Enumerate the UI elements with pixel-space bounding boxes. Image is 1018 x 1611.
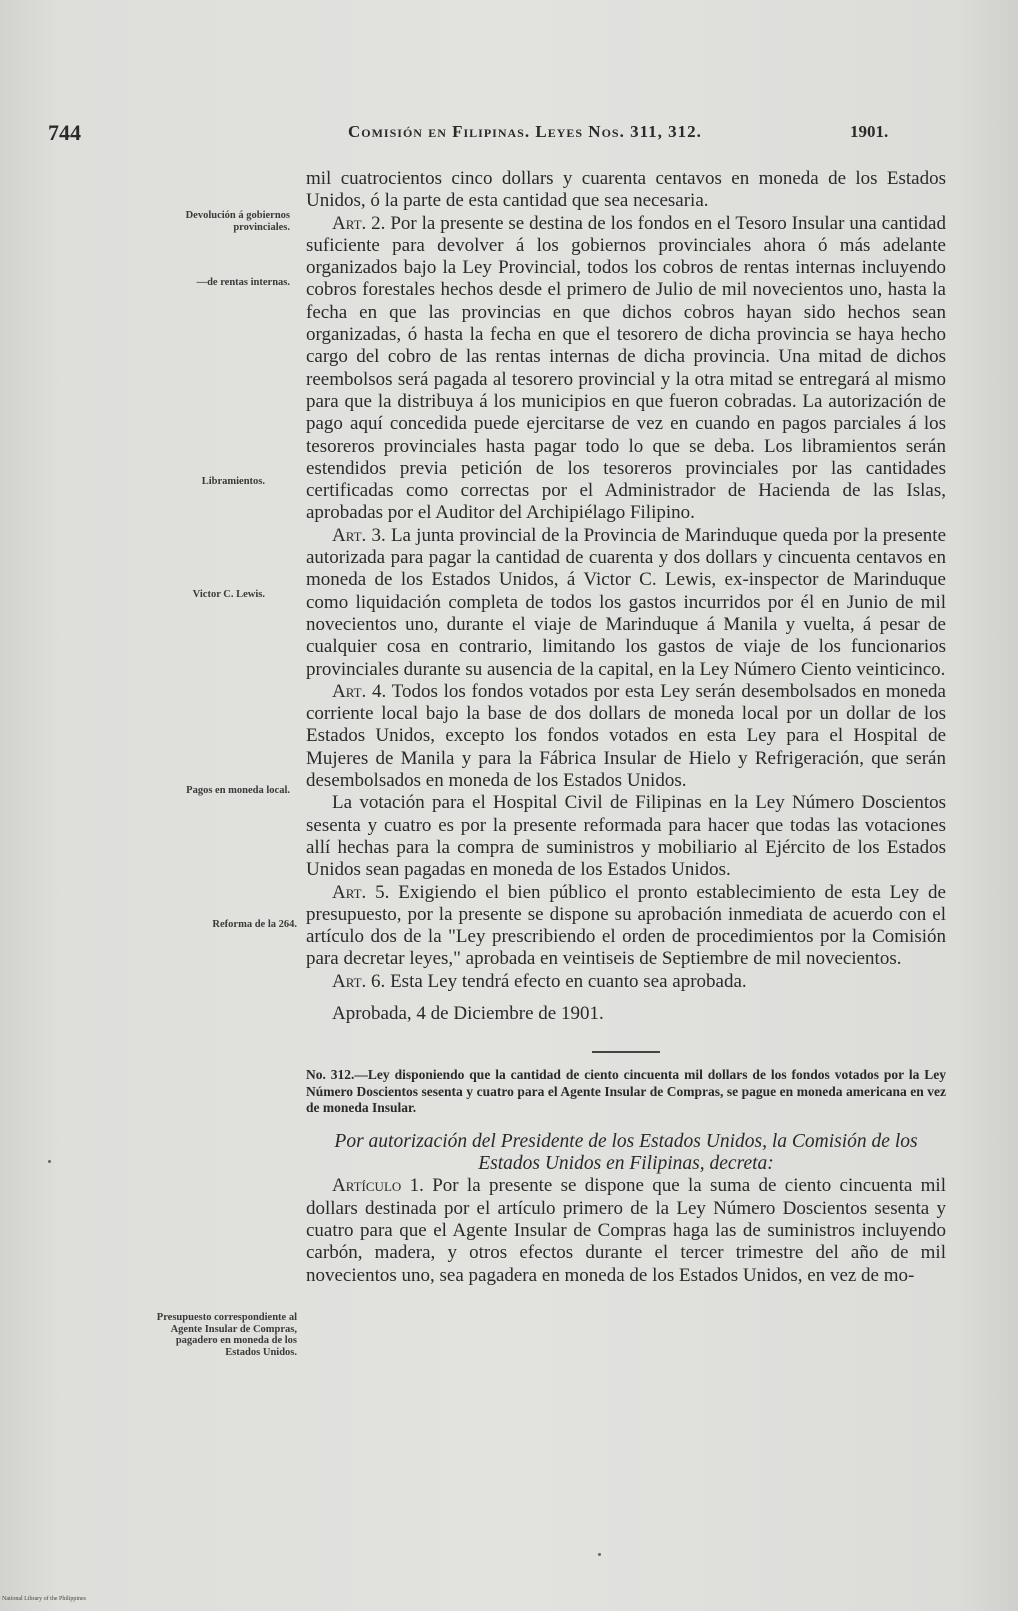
speck — [48, 1160, 51, 1163]
running-title: Comisión en Filipinas. Leyes Nos. 311, 312. — [348, 122, 702, 141]
approval-date: Aprobada, 4 de Diciembre de 1901. — [332, 1002, 604, 1024]
speck — [598, 1553, 601, 1556]
margin-note-presupuesto: Presupuesto correspondiente al Agente Insular de Compras, pagadero en moneda de los Estados Unidos. — [156, 1312, 297, 1358]
section-divider — [592, 1051, 660, 1053]
enacting-clause: Por autorización del Presidente de los Estados Unidos, la Comisión de los Estados Unidos en Filipinas, decreta: — [334, 1130, 918, 1175]
paragraph-art-3: Art. 3. La junta provincial de la Provincia de Marinduque queda por la presente autorizada para pagar la cantidad de cuarenta y dos dollars y cincuenta centavos en moneda de los Estados Unidos, á Victor C. Lewis, ex-inspector de Marinduque como liquidación completa de todos los gastos incurridos por él en Junio de mil novecientos uno, durante el viaje de Marinduque á Manila y vuelta, á pesar de cualquier cosa en contrario, limitando los gastos de viaje de los funcionarios provinciales durante su ausencia de la capital, en la Ley Número Ciento veinticinco. — [306, 524, 946, 680]
margin-note-pagos: Pagos en moneda local. — [186, 785, 290, 796]
paragraph-continuation: mil cuatrocientos cinco dollars y cuarenta centavos en moneda de los Estados Unidos, ó la parte de esta cantidad que sea necesaria. — [306, 168, 946, 212]
paragraph-art-2: Art. 2. Por la presente se destina de los fondos en el Tesoro Insular una cantidad suficiente para devolver á los gobiernos provinciales ahora ó más adelante organizados bajo la Ley Provincial, todos los cobros de rentas internas incluyendo cobros forestales hechos desde el primero de Julio de mil novecientos uno, hasta la fecha en que las provincias en que dichos cobros hayan sido hechos sean organizadas, ó hasta la fecha en que el tesorero de dicha provincia se haya hecho cargo del cobro de las rentas internas de dicha provincia. Una mitad de dichos reembolsos será pagada al tesorero provincial y la otra mitad se entregará al mismo para que la distribuya á los municipios en que fueron cobradas. La autorización de pago aquí concedida puede ejercitarse de vez en cuando en pagos parciales á los tesoreros provinciales hasta pagar todo lo que se deba. Los libramientos serán estendidos previa petición de los tesoreros provinciales por las cantidades certificadas como correctas por el Administrador de Hacienda de las Islas, aprobadas por el Auditor del Archipiélago Filipino. — [306, 212, 946, 524]
margin-note-lewis: Victor C. Lewis. — [192, 589, 265, 600]
paragraph-art-6: Art. 6. Esta Ley tendrá efecto en cuanto sea aprobada. — [332, 970, 747, 992]
margin-note-libramientos: Libramientos. — [201, 476, 265, 487]
body-text — [306, 168, 946, 1287]
running-year: 1901. — [850, 122, 889, 141]
paragraph-art-5: Art. 5. Exigiendo el bien público el pronto establecimiento de esta Ley de presupuesto, por la presente se dispone su aprobación inmediata de acuerdo con el artículo dos de la "Ley prescribiendo el orden de procedimientos por la Comisión para decretar leyes," aprobada en veintiseis de Septiembre de mil novecientos. — [306, 881, 946, 970]
scan-footer: National Library of the Philippines — [2, 1596, 86, 1602]
page-header — [48, 120, 908, 150]
paragraph-art-1: Artículo 1. Por la presente se dispone que la suma de ciento cincuenta mil dollars destinada por el artículo primero de la Ley Número Doscientos sesenta y cuatro para que el Agente Insular de Compras haga las de suministros incluyendo carbón, madera, y otros efectos durante el tercer trimestre del año de mil novecientos uno, sea pagadera en moneda de los Estados Unidos, en vez de mo- — [306, 1175, 946, 1286]
act-312-title: No. 312.—Ley disponiendo que la cantidad de ciento cincuenta mil dollars de los fondos votados por la Ley Número Doscientos sesenta y cuatro para el Agente Insular de Compras, se pague en moneda americana en vez de moneda Insular. — [306, 1067, 946, 1116]
margin-note-reforma: Reforma de la 264. — [212, 919, 297, 930]
paragraph-art-4: Art. 4. Todos los fondos votados por esta Ley serán desembolsados en moneda corriente local bajo la base de dos dollars de moneda local por un dollar de los Estados Unidos, excepto los fondos votados en esta Ley para el Hospital de Mujeres de Manila y para la Fábrica Insular de Hielo y Refrigeración, que serán desembolsados en moneda de los Estados Unidos. — [306, 680, 946, 792]
page-number: 744 — [48, 120, 81, 145]
margin-note-devolucion: Devolución á gobiernos provinciales. — [185, 210, 290, 233]
paragraph-reform: La votación para el Hospital Civil de Filipinas en la Ley Número Doscientos sesenta y cuatro es por la presente reformada para hacer que todas las votaciones allí hechas para la compra de suministros y mobiliario al Ejército de los Estados Unidos sean pagadas en moneda de los Estados Unidos. — [306, 792, 946, 881]
margin-note-rentas: —de rentas internas. — [196, 277, 290, 288]
